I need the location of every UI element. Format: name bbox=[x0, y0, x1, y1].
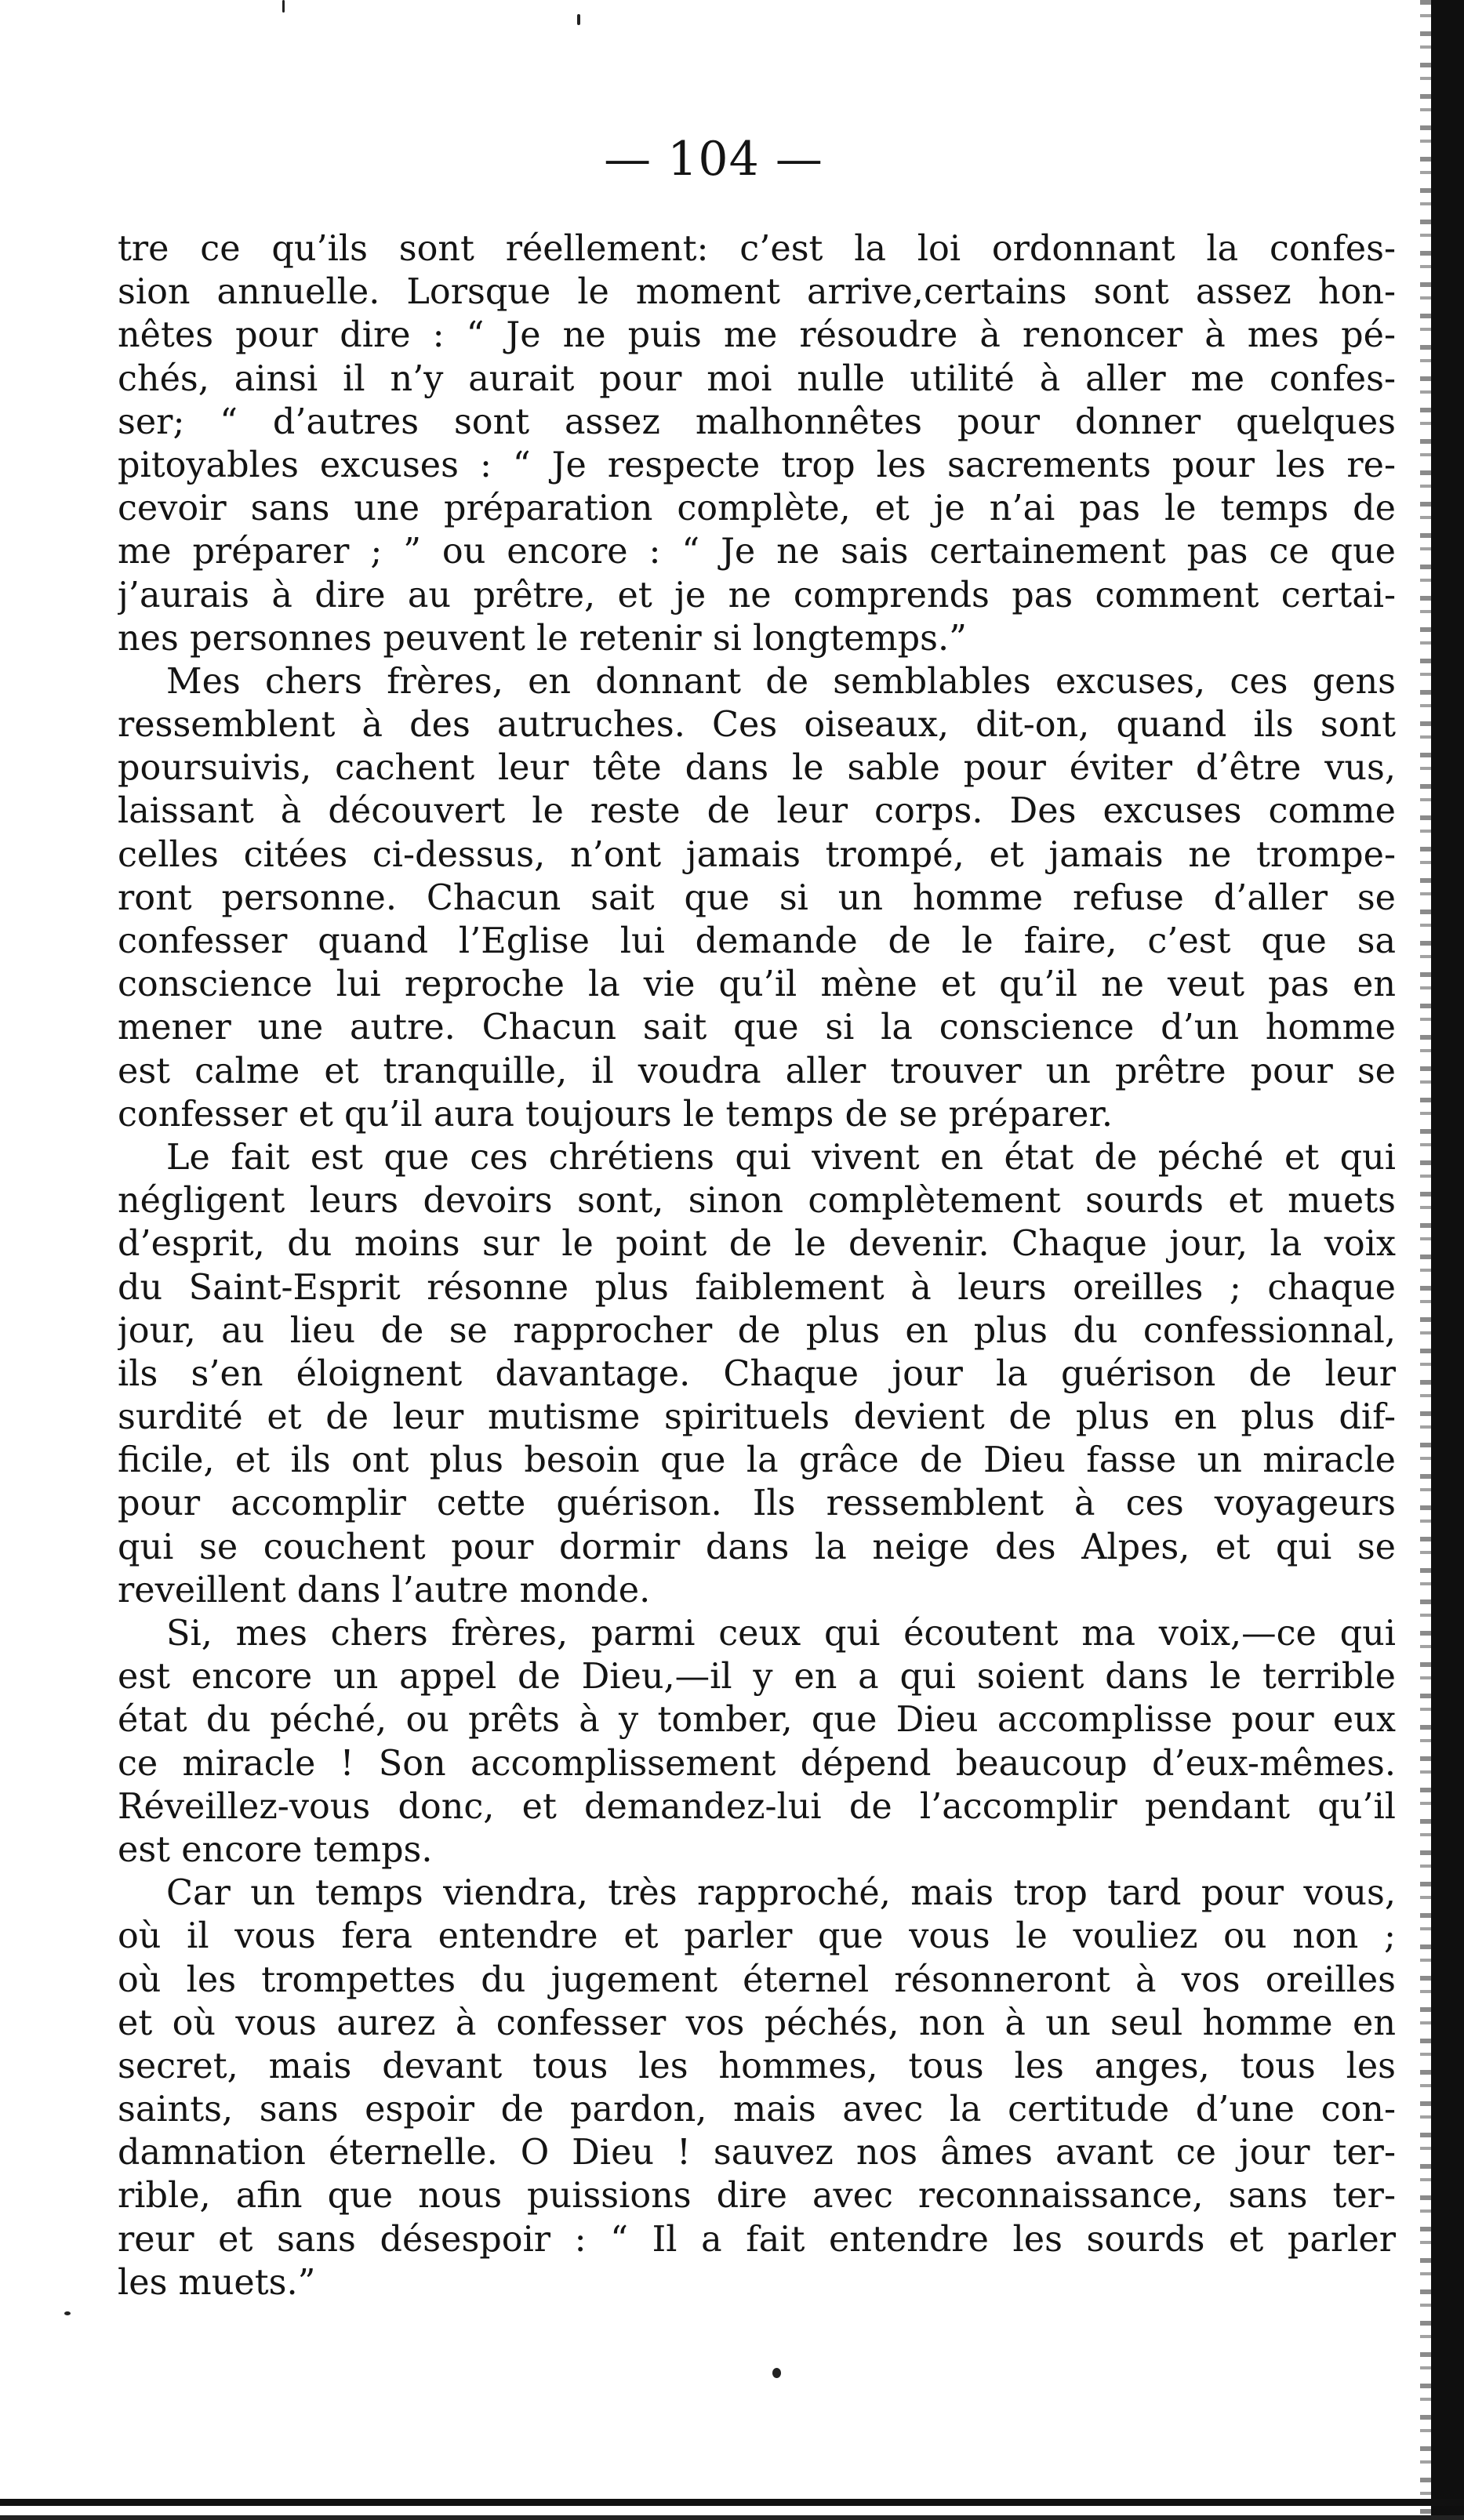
text-line: cevoir sans une préparation complète, et je n’ai pas le temps de bbox=[118, 488, 1396, 529]
text-line: est encore temps. bbox=[118, 1829, 433, 1870]
text-line: chés, ainsi il n’y aurait pour moi nulle utilité à aller me confes- bbox=[118, 358, 1396, 399]
text-line: où les trompettes du jugement éternel résonneront à vos oreilles bbox=[118, 1959, 1396, 2000]
text-line: est encore un appel de Dieu,—il y en a qui soient dans le terrible bbox=[118, 1657, 1396, 1698]
text-line: damnation éternelle. O Dieu ! sauvez nos âmes avant ce jour ter- bbox=[118, 2133, 1396, 2173]
text-line: ser; “ d’autres sont assez malhonnêtes pour donner quelques bbox=[118, 401, 1396, 442]
text-line: tre ce qu’ils sont réellement: c’est la loi ordonnant la confes- bbox=[118, 229, 1396, 269]
text-line: confesser et qu’il aura toujours le temps de se préparer. bbox=[118, 1094, 1113, 1135]
text-line: secret, mais devant tous les hommes, tous les anges, tous les bbox=[118, 2046, 1396, 2086]
text-line: ront personne. Chacun sait que si un homme refuse d’aller se bbox=[118, 877, 1396, 918]
bottom-rule bbox=[0, 2499, 1464, 2506]
text-line: ficile, et ils ont plus besoin que la grâce de Dieu fasse un miracle bbox=[118, 1440, 1396, 1481]
text-line: confesser quand l’Eglise lui demande de le faire, c’est que sa bbox=[118, 921, 1396, 961]
text-line: les muets.” bbox=[118, 2262, 316, 2303]
text-line: poursuivis, cachent leur tête dans le sable pour éviter d’être vus, bbox=[118, 748, 1396, 789]
text-line: Réveillez-vous donc, et demandez-lui de l’accomplir pendant qu’il bbox=[118, 1786, 1396, 1827]
text-line: du Saint-Esprit résonne plus faiblement à leurs oreilles ; chaque bbox=[118, 1267, 1396, 1308]
text-line: où il vous fera entendre et parler que vous le vouliez ou non ; bbox=[118, 1916, 1396, 1957]
page-number: — 104 — bbox=[604, 132, 823, 187]
text-line: est calme et tranquille, il voudra aller trouver un prêtre pour se bbox=[118, 1051, 1396, 1091]
body-text bbox=[118, 227, 1396, 2304]
text-line: d’esprit, du moins sur le point de le devenir. Chaque jour, la voix bbox=[118, 1224, 1396, 1265]
text-line: négligent leurs devoirs sont, sinon complètement sourds et muets bbox=[118, 1181, 1396, 1222]
text-line: Mes chers frères, en donnant de semblables excuses, ces gens bbox=[166, 661, 1396, 702]
text-line: pour accomplir cette guérison. Ils ressemblent à ces voyageurs bbox=[118, 1483, 1396, 1524]
scan-speck bbox=[772, 2368, 781, 2378]
text-line: me préparer ; ” ou encore : “ Je ne sais certainement pas ce que bbox=[118, 532, 1396, 572]
text-line: conscience lui reproche la vie qu’il mène et qu’il ne veut pas en bbox=[118, 964, 1396, 1005]
text-line: nêtes pour dire : “ Je ne puis me résoudre à renoncer à mes pé- bbox=[118, 315, 1396, 356]
text-line: celles citées ci-dessus, n’ont jamais trompé, et jamais ne trompe- bbox=[118, 834, 1396, 875]
text-line: pitoyables excuses : “ Je respecte trop les sacrements pour les re- bbox=[118, 445, 1396, 485]
text-line: Le fait est que ces chrétiens qui vivent en état de péché et qui bbox=[166, 1137, 1396, 1178]
text-line: et où vous aurez à confesser vos péchés, non à un seul homme en bbox=[118, 2003, 1396, 2043]
text-line: sion annuelle. Lorsque le moment arrive,certains sont assez hon- bbox=[118, 272, 1396, 313]
text-line: rible, afin que nous puissions dire avec reconnaissance, sans ter- bbox=[118, 2176, 1396, 2217]
text-line: mener une autre. Chacun sait que si la conscience d’un homme bbox=[118, 1008, 1396, 1048]
text-line: surdité et de leur mutisme spirituels devient de plus en plus dif- bbox=[118, 1397, 1396, 1438]
scan-speck bbox=[282, 0, 285, 13]
text-line: état du péché, ou prêts à y tomber, que Dieu accomplisse pour eux bbox=[118, 1700, 1396, 1741]
text-line: Car un temps viendra, très rapproché, mais trop tard pour vous, bbox=[166, 1873, 1396, 1914]
text-line: reveillent dans l’autre monde. bbox=[118, 1570, 651, 1610]
text-line: laissant à découvert le reste de leur corps. Des excuses comme bbox=[118, 791, 1396, 832]
text-line: Si, mes chers frères, parmi ceux qui écoutent ma voix,—ce qui bbox=[166, 1614, 1396, 1654]
text-line: nes personnes peuvent le retenir si longtemps.” bbox=[118, 618, 967, 659]
text-line: ce miracle ! Son accomplissement dépend beaucoup d’eux-mêmes. bbox=[118, 1743, 1396, 1784]
scan-speck bbox=[64, 2311, 71, 2315]
text-line: ils s’en éloignent davantage. Chaque jour la guérison de leur bbox=[118, 1353, 1396, 1394]
bottom-edge bbox=[0, 2515, 1464, 2520]
scan-speck bbox=[577, 14, 580, 25]
text-line: ressemblent à des autruches. Ces oiseaux, dit-on, quand ils sont bbox=[118, 705, 1396, 746]
text-line: j’aurais à dire au prêtre, et je ne comprends pas comment certai- bbox=[118, 575, 1396, 615]
text-line: saints, sans espoir de pardon, mais avec la certitude d’une con- bbox=[118, 2090, 1396, 2130]
text-line: reur et sans désespoir : “ Il a fait entendre les sourds et parler bbox=[118, 2219, 1396, 2260]
scan-edge bbox=[1431, 0, 1464, 2520]
text-line: qui se couchent pour dormir dans la neige des Alpes, et qui se bbox=[118, 1527, 1396, 1567]
text-line: jour, au lieu de se rapprocher de plus en plus du confessionnal, bbox=[118, 1310, 1396, 1351]
